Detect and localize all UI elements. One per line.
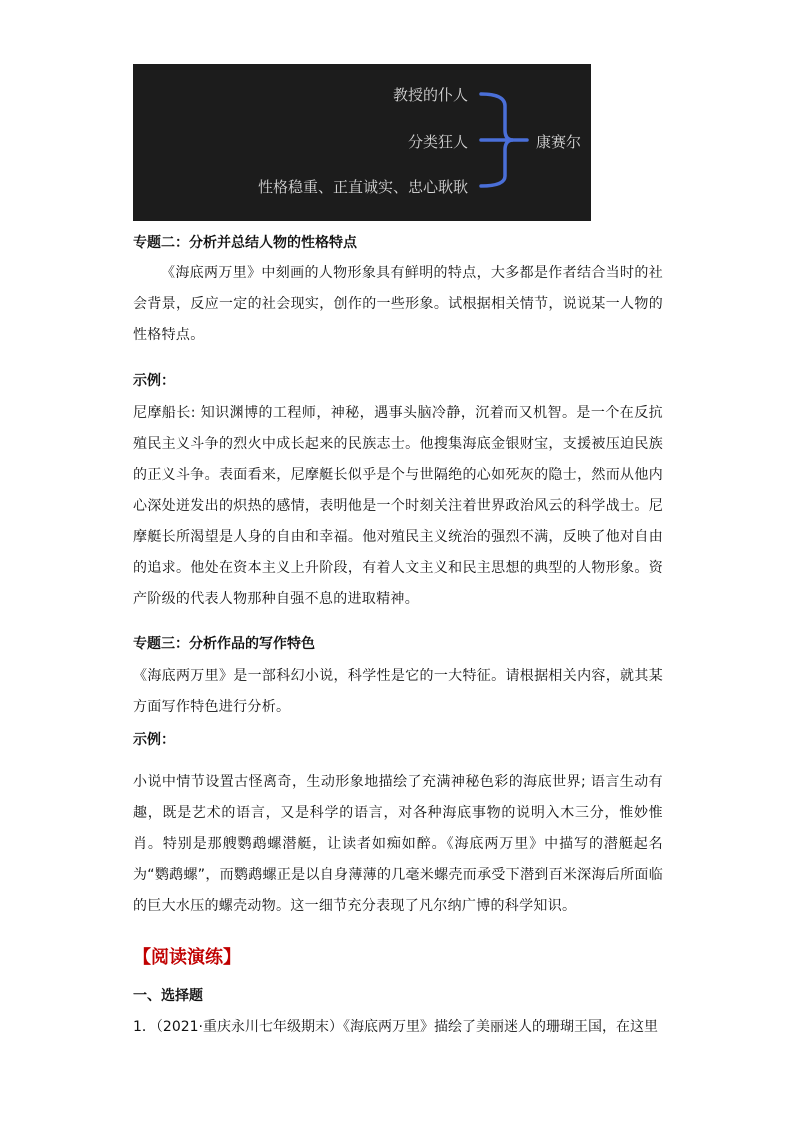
diagram-item-classifier: 分类狂人 [407,133,468,151]
section-multiple-choice: 一、选择题 [133,988,203,1004]
topic2-heading: 专题二：分析并总结人物的性格特点 [133,235,357,251]
bracket-connector [133,64,591,221]
topic3-example-label: 示例： [133,732,175,748]
topic3-paragraph: 《海底两万里》是一部科幻小说，科学性是它的一大特征。请根据相关内容，就其某方面写作特色进行分析。 [133,668,663,715]
topic3-example-block [133,767,663,922]
topic2-example-text: 尼摩船长: 知识渊博的工程师，神秘，遇事头脑冷静，沉着而又机智。是一个在反抗殖民主义斗争的烈火中成长起来的民族志士。他搜集海底金银财宝，支援被压迫民族的正义斗争。表面看来，尼摩艇长似乎是个与世隔绝的心如死灰的隐士，然而从他内心深处迸发出的炽热的感情，表明他是一个时刻关注着世界政治风云的科学战士。尼摩艇长所渴望是人身的自由和幸福。他对殖民主义统治的强烈不满，反映了他对自由的追求。他处在资本主义上升阶段，有着人文主义和民主思想的典型的人物形象。资产阶级的代表人物那种自强不息的进取精神。 [133,405,663,607]
topic3-paragraph-block [133,661,663,723]
topic2-example-block [133,398,663,615]
reading-practice-title: 【阅读演练】 [133,947,241,968]
character-diagram [133,64,591,221]
diagram-character-name: 康赛尔 [536,133,582,151]
diagram-item-servant: 教授的仆人 [392,86,468,104]
diagram-item-personality: 性格稳重、正直诚实、忠心耿耿 [257,178,468,196]
topic3-example-text: 小说中情节设置古怪离奇，生动形象地描绘了充满神秘色彩的海底世界; 语言生动有趣，既是艺术的语言，又是科学的语言，对各种海底事物的说明入木三分，惟妙惟肖。特别是那艘鹦鹉螺潜艇，让读者如痴如醉。《海底两万里》中描写的潜艇起名为“鹦鹉螺”，而鹦鹉螺正是以自身薄薄的几毫米螺壳而承受下潜到百米深海后所面临的巨大水压的螺壳动物。这一细节充分表现了凡尔纳广博的科学知识。 [133,774,663,914]
topic2-paragraph-block [133,258,663,351]
topic2-paragraph: 《海底两万里》中刻画的人物形象具有鲜明的特点，大多都是作者结合当时的社会背景，反应一定的社会现实，创作的一些形象。试根据相关情节，说说某一人物的性格特点。 [133,265,663,343]
topic3-heading: 专题三：分析作品的写作特色 [133,636,315,652]
topic2-example-label: 示例： [133,373,175,389]
question-1: 1．（2021·重庆永川七年级期末）《海底两万里》描绘了美丽迷人的珊瑚王国，在这里 [133,1019,658,1035]
